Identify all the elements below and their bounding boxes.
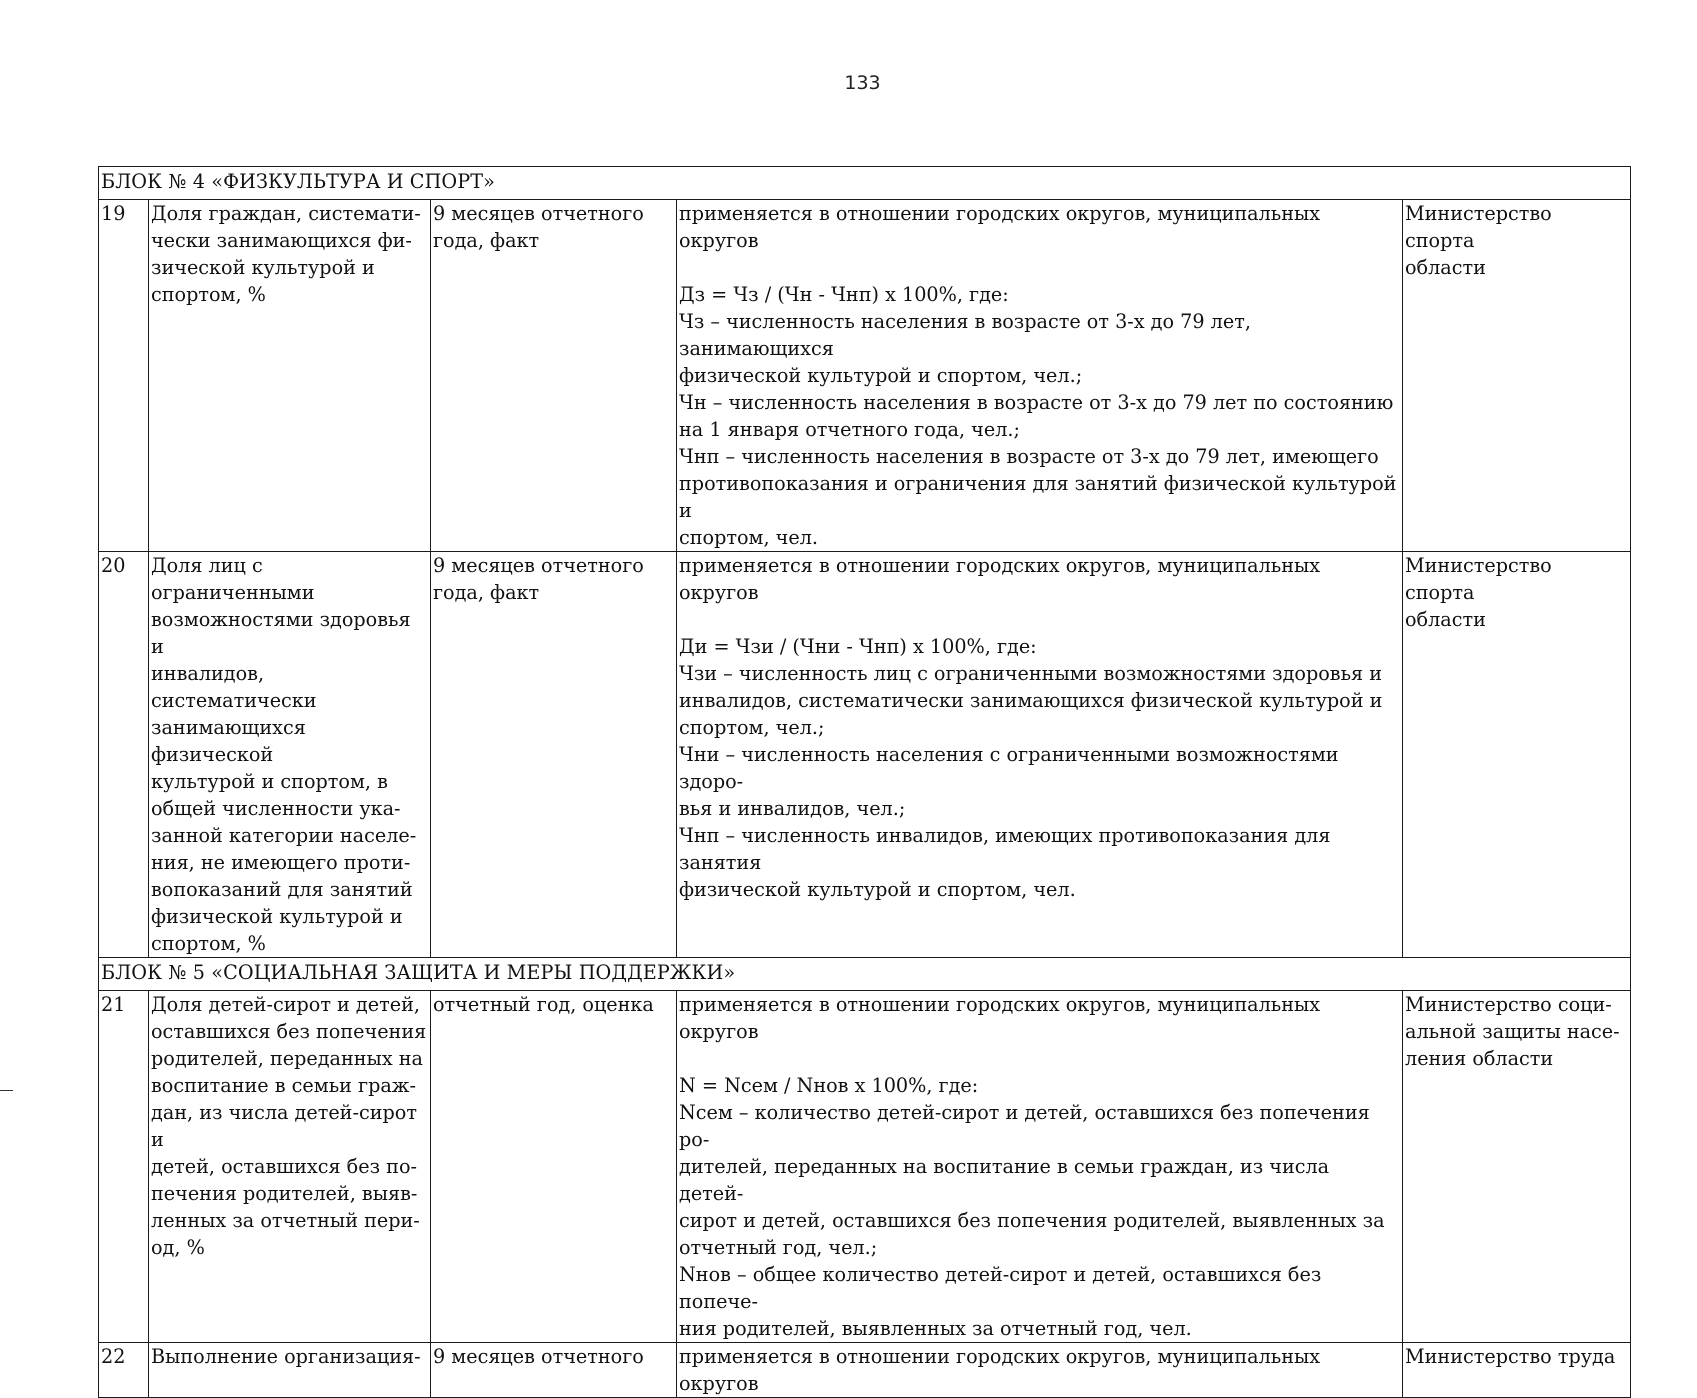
responsible-body: Министерство спорта области: [1403, 200, 1631, 552]
block-header-row: [99, 167, 1631, 200]
row-number: 20: [99, 552, 149, 958]
indicator-name: Доля граждан, системати- чески занимающихся фи- зической культурой и спортом, %: [149, 200, 431, 552]
responsible-body: Министерство спорта области: [1403, 552, 1631, 958]
block-title: БЛОК № 5 «СОЦИАЛЬНАЯ ЗАЩИТА И МЕРЫ ПОДДЕРЖКИ»: [99, 958, 1631, 991]
indicator-name: Выполнение организация-: [149, 1343, 431, 1398]
calculation-method: [677, 200, 1403, 552]
table-row: [99, 1343, 1631, 1398]
indicator-name: Доля лиц с ограниченными возможностями здоровья и инвалидов, систематически занимающихся физической культурой и спортом, в общей численности ука- занной категории населе- ния, не имеющего проти- вопоказаний для занятий физической культурой и спортом, %: [149, 552, 431, 958]
table-row: [99, 552, 1631, 958]
method-formula: N = Nсем / Nнов х 100%, где: Nсем – количество детей-сирот и детей, оставшихся без попечения ро- дителей, переданных на воспитание в семьи граждан, из числа детей- сирот и детей, оставшихся без попечения родителей, выявленных за отчетный год, чел.; Nнов – общее количество детей-сирот и детей, оставшихся без попече- ния родителей, выявленных за отчетный год, чел.: [679, 1074, 1385, 1340]
reporting-period: отчетный год, оценка: [431, 991, 677, 1343]
responsible-body: Министерство соци- альной защиты насе- ления области: [1403, 991, 1631, 1343]
row-number: 19: [99, 200, 149, 552]
table-row: [99, 200, 1631, 552]
row-number: 22: [99, 1343, 149, 1398]
calculation-method: [677, 991, 1403, 1343]
row-number: 21: [99, 991, 149, 1343]
method-applicability: применяется в отношении городских округов, муниципальных округов: [679, 202, 1321, 252]
reporting-period: 9 месяцев отчетного: [431, 1343, 677, 1398]
indicators-table: [98, 166, 1631, 1398]
calculation-method: [677, 552, 1403, 958]
page-number: 133: [844, 72, 881, 94]
responsible-body: Министерство труда: [1403, 1343, 1631, 1398]
method-applicability: применяется в отношении городских округов, муниципальных округов: [679, 554, 1321, 604]
reporting-period: 9 месяцев отчетного года, факт: [431, 200, 677, 552]
block-title: БЛОК № 4 «ФИЗКУЛЬТУРА И СПОРТ»: [99, 167, 1631, 200]
table-row: [99, 991, 1631, 1343]
margin-mark: [0, 1090, 13, 1091]
indicator-name: Доля детей-сирот и детей, оставшихся без попечения родителей, переданных на воспитание в семьи граж- дан, из числа детей-сирот и детей, оставшихся без по- печения родителей, выяв- ленных за отчетный пери- од, %: [149, 991, 431, 1343]
method-applicability: применяется в отношении городских округов, муниципальных округов: [679, 1345, 1321, 1395]
method-applicability: применяется в отношении городских округов, муниципальных округов: [679, 993, 1321, 1043]
calculation-method: [677, 1343, 1403, 1398]
method-formula: Ди = Чзи / (Чни - Чнп) х 100%, где: Чзи – численность лиц с ограниченными возможностями здоровья и инвалидов, систематически занимающихся физической культурой и спортом, чел.; Чни – численность населения с ограниченными возможностями здоро- вья и инвалидов, чел.; Чнп – численность инвалидов, имеющих противопоказания для занятия физической культурой и спортом, чел.: [679, 635, 1383, 901]
method-formula: Дз = Чз / (Чн - Чнп) х 100%, где: Чз – численность населения в возрасте от 3-х до 79 лет, занимающихся физической культурой и спортом, чел.; Чн – численность населения в возрасте от 3-х до 79 лет по состоянию на 1 января отчетного года, чел.; Чнп – численность населения в возрасте от 3-х до 79 лет, имеющего противопоказания и ограничения для занятий физической культурой и спортом, чел.: [679, 283, 1397, 549]
block-header-row: [99, 958, 1631, 991]
reporting-period: 9 месяцев отчетного года, факт: [431, 552, 677, 958]
